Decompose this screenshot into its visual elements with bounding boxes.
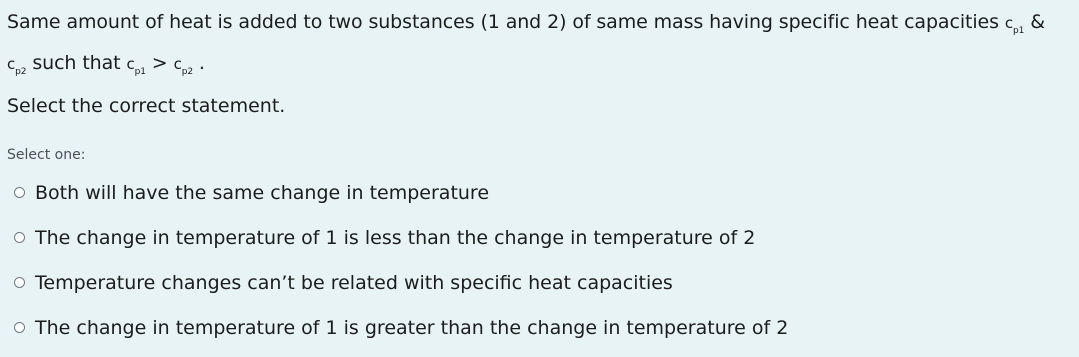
question-text-line-1 [7, 4, 1072, 45]
cp2-subscript: p2 [15, 67, 27, 77]
cp1-symbol: c [1004, 14, 1014, 32]
answer-option-2[interactable] [7, 215, 1072, 260]
answer-options [7, 170, 1072, 350]
such-that-text: such that [26, 52, 127, 74]
radio-button[interactable] [14, 322, 25, 333]
option-label: Both will have the same change in temperature [35, 181, 490, 204]
compare-cp1-symbol: c [126, 55, 135, 73]
answer-option-1[interactable] [7, 170, 1072, 215]
answer-option-3[interactable] [7, 260, 1072, 305]
option-label: Temperature changes can’t be related with specific heat capacities [35, 271, 673, 294]
select-one-label: Select one: [7, 147, 86, 163]
answer-option-4[interactable] [7, 305, 1072, 350]
option-label: The change in temperature of 1 is greater than the change in temperature of 2 [35, 316, 789, 339]
question-text-line-2 [7, 45, 1072, 86]
radio-button[interactable] [14, 187, 25, 198]
compare-cp2-symbol: c [173, 55, 182, 73]
compare-cp1-subscript: p1 [134, 67, 146, 77]
question-instruction: Select the correct statement. [7, 95, 286, 117]
radio-button[interactable] [14, 277, 25, 288]
option-label: The change in temperature of 1 is less than the change in temperature of 2 [35, 226, 756, 249]
cp1-subscript: p1 [1013, 26, 1025, 36]
greater-than-sign: > [145, 52, 174, 74]
question-text: Same amount of heat is added to two substances (1 and 2) of same mass having specific heat capacities [7, 11, 1005, 33]
cp2-symbol: c [7, 55, 16, 73]
radio-button[interactable] [14, 232, 25, 243]
period: . [192, 52, 205, 74]
compare-cp2-subscript: p2 [181, 67, 193, 77]
ampersand: & [1024, 11, 1045, 33]
